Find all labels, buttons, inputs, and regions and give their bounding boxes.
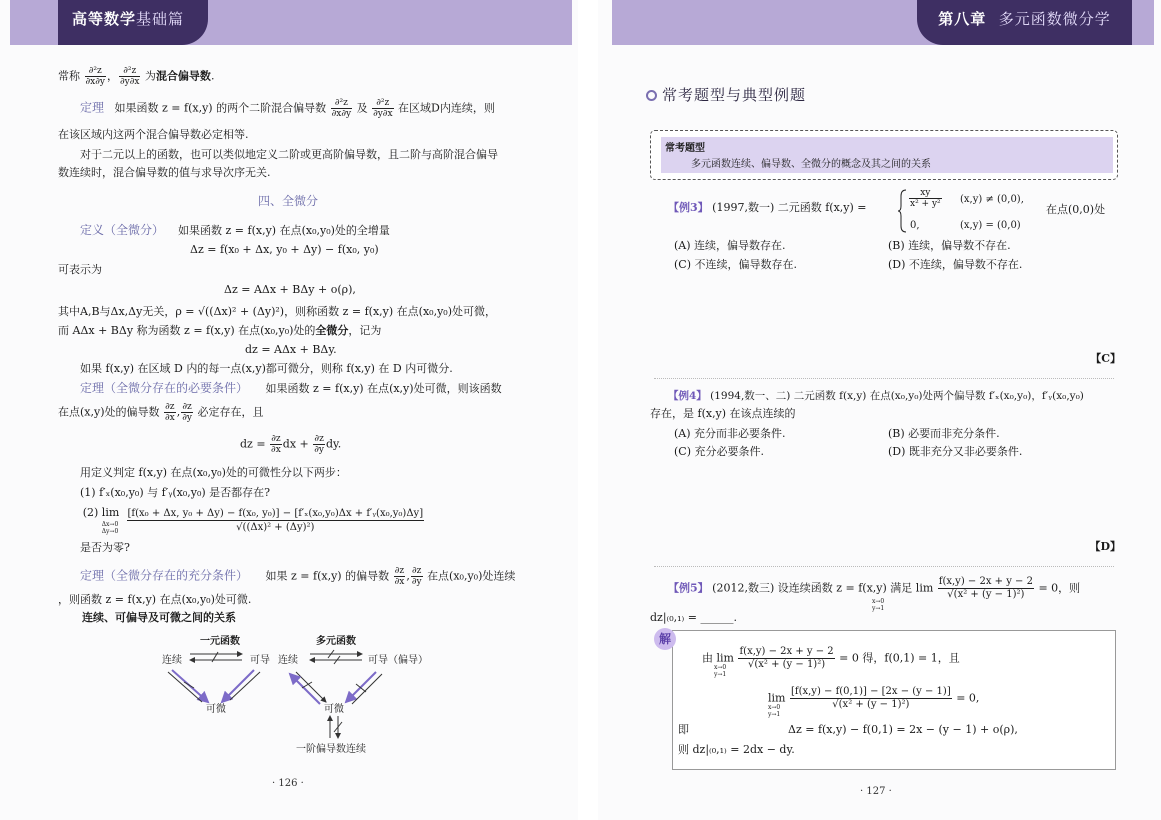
definition-total-differential: 定义（全微分） 如果函数 z = f(x,y) 在点(x₀,y₀)处的全增量 — [80, 223, 390, 237]
solution-badge-icon: 解 — [654, 628, 676, 650]
divider — [654, 566, 1114, 567]
label-derivable-1: 可导 — [250, 655, 270, 666]
steps-intro: 用定义判定 f(x,y) 在点(x₀,y₀)处的可微性分以下两步： — [80, 466, 347, 479]
example-source: (1997,数一) — [712, 201, 775, 214]
solution-step-3-prefix: 即 — [678, 723, 689, 736]
label-differentiable-1: 可微 — [206, 704, 226, 715]
equation-dz-partials: dz = $\frac{\partial z}{\partial x}$ dx + $\frac{\partial z}{\partial y}$ dy. — [240, 434, 342, 455]
book-subtitle: 基础篇 — [136, 10, 185, 28]
label-continuous-1: 连续 — [162, 655, 182, 666]
question-type-text: 多元函数连续、偏导数、全微分的概念及其之间的关系 — [691, 159, 931, 170]
page-number-right: · 127 · — [860, 786, 892, 797]
theorem-necessary-condition-b: 在点(x,y)处的偏导数 $\frac{\partial z}{\partial x}$ , $\frac{\partial z}{\partial y}$ 必定存在，且 — [58, 402, 264, 423]
label-differentiable-2: 可微 — [324, 704, 344, 715]
example-3-option-b: (B) 连续，偏导数不存在. — [888, 239, 1011, 252]
left-page — [0, 0, 578, 820]
example-5: 【例5】 (2012,数三) 设连续函数 z = f(x,y) 满足 lim $\frac{f(x,y) - 2x + y - 2}{\text{√(x² + (y − 1)²)}}$ = 0，则 — [668, 576, 1081, 600]
chapter-title — [917, 0, 1132, 45]
where-clause-b: 而 AΔx + BΔy 称为函数 z = f(x,y) 在点(x₀,y₀)处的全微分，记为 — [58, 324, 382, 337]
section-bullet-icon — [646, 90, 657, 101]
relation-title: 连续、可偏导及可微之间的关系 — [82, 611, 236, 624]
solution-step-4: 则 dz|₍₀,₁₎ = 2dx − dy. — [678, 743, 795, 756]
chapter-name: 多元函数微分学 — [998, 10, 1111, 28]
section-heading-total-differential: 四、全微分 — [258, 194, 319, 208]
theorem-tag: 定理 — [80, 100, 105, 115]
example-4-line-2: 存在，是 f(x,y) 在该点连续的 — [650, 407, 796, 420]
step-2: (2) lim Δx→0 Δy→0 [f(x₀ + Δx, y₀ + Δy) − f(x₀, y₀)] − [f′ₓ(x₀,y₀)Δx + f′ᵧ(x₀,y₀)Δy] √((Δx)² + (Δy)²) — [82, 506, 424, 535]
region-differentiable: 如果 f(x,y) 在区域 D 内的每一点(x,y)都可微分，则称 f(x,y) 在 D 内可微分. — [80, 362, 453, 375]
example-4-option-d: (D) 既非充分又非必要条件. — [888, 445, 1023, 458]
definition-tag: 定义（全微分） — [80, 223, 165, 237]
is-zero-question: 是否为零? — [80, 541, 130, 554]
example-tag: 【例3】 — [668, 201, 709, 214]
theorem-tag: 定理（全微分存在的必要条件） — [80, 381, 249, 395]
theorem-sufficient-condition-b: ，则函数 z = f(x,y) 在点(x₀,y₀)处可微. — [58, 593, 252, 606]
step-1: (1) f′ₓ(x₀,y₀) 与 f′ᵧ(x₀,y₀) 是否都存在? — [80, 486, 271, 499]
example-3-tail: 在点(0,0)处 — [1046, 203, 1106, 216]
mixed-partial-definition: 常称 $\frac{\text{∂²z}}{\partial x\partial y}$ ， $\frac{\text{∂²z}}{\partial y\partial x}$ 为混合偏导数. — [58, 66, 215, 87]
example-3: 【例3】 (1997,数一) 二元函数 f(x,y) = — [668, 201, 867, 214]
theorem-tag: 定理（全微分存在的充分条件） — [80, 568, 249, 583]
left-header-title — [58, 0, 208, 45]
equation-increment: Δz = f(x₀ + Δx, y₀ + Δy) − f(x₀, y₀) — [190, 243, 379, 256]
label-multi-variable: 多元函数 — [316, 636, 356, 647]
equation-linear-approx: Δz = AΔx + BΔy + o(ρ), — [224, 283, 356, 296]
example-4-answer: 【D】 — [1089, 540, 1121, 553]
example-3-option-c: (C) 不连续，偏导数存在. — [674, 258, 797, 271]
left-header-band — [10, 0, 572, 45]
example-4-option-c: (C) 充分必要条件. — [674, 445, 764, 458]
theorem-1-line-1: 定理 如果函数 z = f(x,y) 的两个二阶混合偏导数 $\frac{\text{∂²z}}{\partial x\partial y}$ 及 $\frac{\text{∂²z}}{\partial y\partial x}$ 在区域D内连续，则 — [80, 98, 495, 119]
example-3-option-d: (D) 不连续，偏导数不存在. — [888, 258, 1023, 271]
term-mixed-partial: 混合偏导数 — [155, 69, 211, 83]
chapter-number: 第八章 — [938, 10, 987, 28]
example-tag: 【例4】 — [668, 390, 707, 402]
can-be-expressed: 可表示为 — [58, 263, 102, 276]
example-tag: 【例5】 — [668, 581, 709, 595]
example-source: (1994,数一、二) — [710, 390, 791, 402]
relation-diagram — [150, 630, 450, 756]
theorem-1-line-2: 在该区域内这两个混合偏导数必定相等. — [58, 128, 249, 141]
divider — [654, 378, 1114, 379]
label-c1: 一阶偏导数连续 — [296, 744, 366, 755]
piecewise-definition: $\frac{xy}{\text{x² + y²}}$ (x,y) ≠ (0,0), 0, (x,y) = (0,0) — [898, 188, 1048, 236]
where-clause-a: 其中A,B与Δx,Δy无关，ρ = √((Δx)² + (Δy)²)，则称函数 z = f(x,y) 在点(x₀,y₀)处可微， — [58, 305, 496, 318]
question-type-box — [650, 130, 1118, 180]
theorem-sufficient-condition: 定理（全微分存在的充分条件） 如果 z = f(x,y) 的偏导数 $\frac{\partial z}{\partial x}$ , $\frac{\partial z}{\partial y}$ 在点(x₀,y₀)处连续 — [80, 566, 516, 587]
paragraph-higher-order-a: 对于二元以上的函数，也可以类似地定义二阶或更高阶偏导数，且二阶与高阶混合偏导 — [80, 148, 498, 161]
solution-step-3: Δz = f(x,y) − f(0,1) = 2x − (y − 1) + o(ρ), — [788, 723, 1018, 736]
right-header-band — [612, 0, 1154, 45]
example-4-option-b: (B) 必要而非充分条件. — [888, 427, 1000, 440]
example-4: 【例4】 (1994,数一、二) 二元函数 f(x,y) 在点(x₀,y₀)处两个偏导数 f′ₓ(x₀,y₀)，f′ᵧ(x₀,y₀) — [668, 390, 1084, 402]
book-title: 高等数学 — [72, 10, 137, 28]
example-5-blank: dz|₍₀,₁₎ = ______. — [650, 611, 737, 624]
label-one-variable: 一元函数 — [200, 636, 240, 647]
section-title: 常考题型与典型例题 — [662, 86, 807, 104]
book-gutter — [578, 0, 598, 820]
example-source: (2012,数三) — [712, 581, 775, 595]
theorem-necessary-condition: 定理（全微分存在的必要条件） 如果函数 z = f(x,y) 在点(x,y)处可微，则该函数 — [80, 381, 502, 395]
right-page: 第八章 多元函数微分学 常考题型与典型例题 常考题型 多元函数连续、偏导数、全微分的概念及其之间的关系 【例3】 (1997,数一) 二元函数 f(x,y) = $\frac{xy}{\text{x² + y²}}$ (x,y) ≠ (0,0), 0, (x,y) = (0,0) 在点(0,0)处 (A) 连续，偏导数存在. (B) 连续，偏导数不存在. (C) 不连续，偏导数存在. (D) 不连续，偏导数不存在. 【C】 【例4】 (1994,数一、二) 二元函数 f(x,y) 在点(x₀,y₀)处两个偏导数 f′ₓ(x₀,y₀)，f′ᵧ(x₀,y₀) 存在，是 f(x,y) 在该点连续的 (A) 充分而非必要条件. (B) 必要而非充分条件. (C) 充分必要条件. (D) 既非充分又非必要条件. 【D】 【例5】 (2012,数三) 设连续函数 z = f(x,y) 满足 lim $\frac{f(x,y) - 2x + y - 2}{\text{√(x² + (y − 1)²)}}$ = 0，则 x→0 y→1 dz|₍₀,₁₎ = ______. 解 由 lim $\frac{f(x,y) - 2x + y - 2}{\text{√(x² + (y − 1)²)}}$ = 0 得，f(0,1) = 1，且 x→0 y→1 lim $\frac{[f(x,y) - f(0,1)] - [2x - (y - 1)]}{\text{√(x² + (y − 1)²)}}$ = 0, x→0 y→1 即 Δz = f(x,y) − f(0,1) = 2x − (y − 1) + o(ρ), 则 dz|₍₀,₁₎ = 2dx − dy. · 127 · — [598, 0, 1161, 820]
label-continuous-2: 连续 — [278, 655, 298, 666]
page-number-left: · 126 · — [272, 778, 304, 789]
paragraph-higher-order-b: 数连续时，混合偏导数的值与求导次序无关. — [58, 166, 271, 179]
example-4-option-a: (A) 充分而非必要条件. — [674, 427, 786, 440]
left-brace-icon — [898, 188, 908, 234]
solution-step-1: 由 lim $\frac{f(x,y) - 2x + y - 2}{\text{√(x² + (y − 1)²)}}$ = 0 得，f(0,1) = 1，且 — [702, 646, 960, 670]
example-3-answer: 【C】 — [1090, 352, 1121, 365]
question-type-label: 常考题型 — [665, 143, 705, 154]
term-total-differential: 全微分 — [315, 324, 349, 337]
relation-arrows — [150, 630, 450, 756]
solution-step-2: lim $\frac{[f(x,y) - f(0,1)] - [2x - (y - 1)]}{\text{√(x² + (y − 1)²)}}$ = 0, — [768, 686, 980, 710]
example-3-option-a: (A) 连续，偏导数存在. — [674, 239, 786, 252]
equation-dz: dz = AΔx + BΔy. — [245, 343, 337, 356]
label-partial-derivable: 可导（偏导） — [368, 655, 428, 666]
